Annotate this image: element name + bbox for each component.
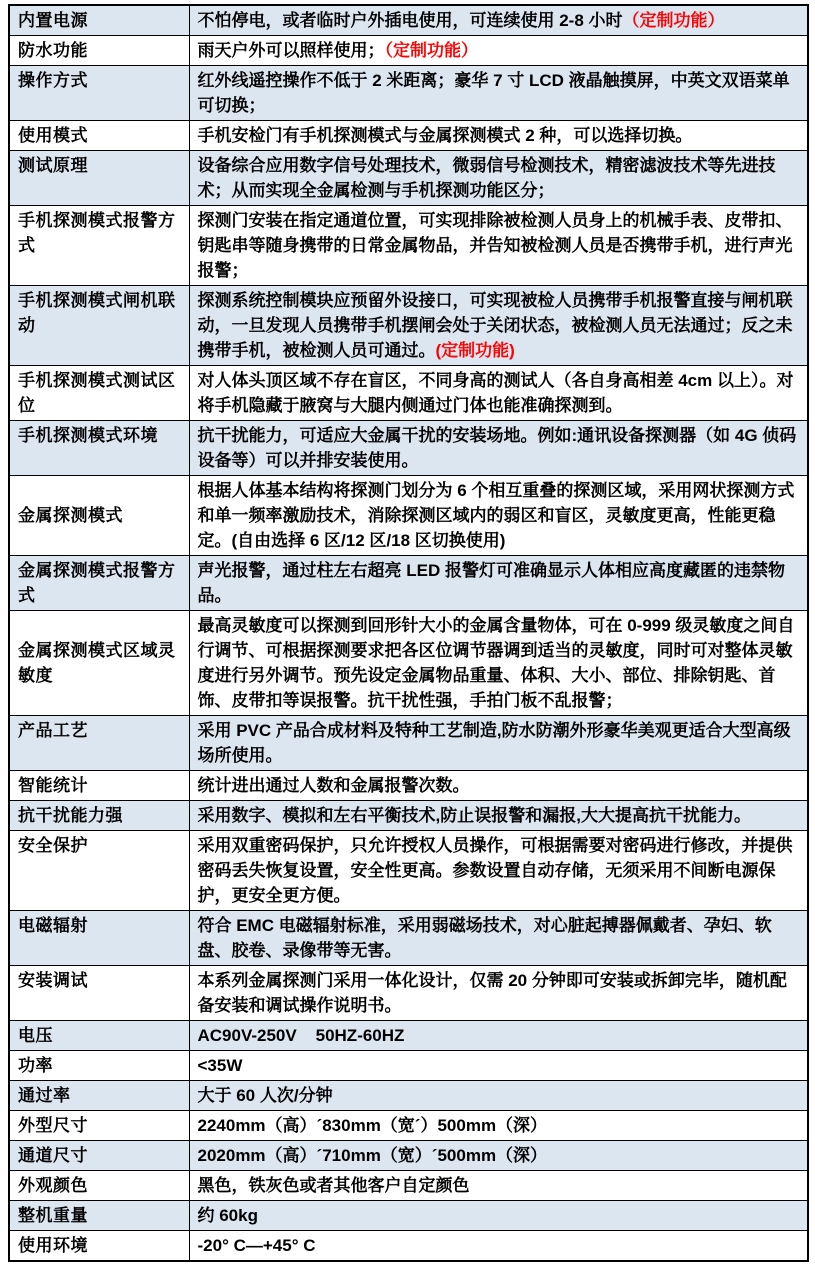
spec-value xyxy=(189,5,808,36)
spec-table-body xyxy=(9,5,808,1261)
spec-value-text: 设备综合应用数字信号处理技术，微弱信号检测技术，精密滤波技术等先进技术；从而实现全金属检测与手机探测功能区分； xyxy=(197,156,776,200)
table-row xyxy=(9,1051,808,1081)
custom-feature-note: (定制功能) xyxy=(435,341,515,360)
custom-feature-note: （定制功能） xyxy=(384,41,478,60)
spec-label: 手机探测模式测试区位 xyxy=(9,366,189,421)
spec-table xyxy=(8,4,809,1262)
table-row xyxy=(9,1111,808,1141)
spec-value xyxy=(189,1141,808,1171)
table-row xyxy=(9,1021,808,1051)
spec-label: 产品工艺 xyxy=(9,716,189,771)
spec-value xyxy=(189,1231,808,1262)
spec-value-text: 采用 PVC 产品合成材料及特种工艺制造,防水防潮外形豪华美观更适合大型高级场所使用。 xyxy=(197,721,791,765)
spec-value xyxy=(189,771,808,801)
table-row xyxy=(9,556,808,611)
spec-label: 使用模式 xyxy=(9,121,189,151)
table-row xyxy=(9,966,808,1021)
table-row xyxy=(9,121,808,151)
spec-value-text: 采用数字、模拟和左右平衡技术,防止误报警和漏报,大大提高抗干扰能力。 xyxy=(197,806,751,825)
spec-value xyxy=(189,556,808,611)
spec-value-text: 对人体头顶区域不存在盲区，不同身高的测试人（各自身高相差 4cm 以上）。对将手机隐藏于腋窝与大腿内侧通过门体也能准确探测到。 xyxy=(197,371,794,415)
custom-feature-note: （定制功能） xyxy=(622,11,725,30)
spec-value-text: 最高灵敏度可以探测到回形针大小的金属含量物体，可在 0-999 级灵敏度之间自行调节、可根据探测要求把各区位调节器调到适当的灵敏度，同时可对整体灵敏度进行另外调节。预先设定金属物品重量、体积、大小、部位、排除钥匙、首饰、皮带扣等误报警。抗干扰性强，手拍门板不乱报警； xyxy=(197,616,795,710)
spec-value xyxy=(189,286,808,366)
spec-value-text: 符合 EMC 电磁辐射标准，采用弱磁场技术，对心脏起搏器佩戴者、孕妇、软盘、胶卷、录像带等无害。 xyxy=(197,916,772,960)
table-row xyxy=(9,421,808,476)
table-row xyxy=(9,801,808,831)
spec-label: 安全保护 xyxy=(9,831,189,911)
spec-label: 金属探测模式 xyxy=(9,476,189,556)
spec-value xyxy=(189,801,808,831)
spec-value-text: 雨天户外可以照样使用； xyxy=(197,41,385,60)
table-row xyxy=(9,1141,808,1171)
spec-value-text: 红外线遥控操作不低于 2 米距离；豪华 7 寸 LCD 液晶触摸屏，中英文双语菜单可切换； xyxy=(197,71,790,115)
spec-value xyxy=(189,66,808,121)
spec-value xyxy=(189,421,808,476)
spec-label: 金属探测模式区域灵敏度 xyxy=(9,611,189,716)
spec-value xyxy=(189,366,808,421)
spec-label: 安装调试 xyxy=(9,966,189,1021)
table-row xyxy=(9,206,808,286)
table-row xyxy=(9,1081,808,1111)
spec-value-text: 手机安检门有手机探测模式与金属探测模式 2 种，可以选择切换。 xyxy=(197,126,693,145)
spec-label: 整机重量 xyxy=(9,1201,189,1231)
spec-value xyxy=(189,1021,808,1051)
table-row xyxy=(9,5,808,36)
table-row xyxy=(9,36,808,66)
spec-value-text: 根据人体基本结构将探测门划分为 6 个相互重叠的探测区域，采用网状探测方式和单一频率激励技术，消除探测区域内的弱区和盲区，灵敏度更高，性能更稳定。(自由选择 6 区/12 区/18 区切换使用) xyxy=(197,481,795,550)
spec-value xyxy=(189,611,808,716)
spec-label: 测试原理 xyxy=(9,151,189,206)
spec-value xyxy=(189,476,808,556)
spec-value-text: 2240mm（高）´830mm（宽´）500mm（深） xyxy=(197,1116,548,1135)
spec-label: 通过率 xyxy=(9,1081,189,1111)
spec-value-text: 大于 60 人次/分钟 xyxy=(197,1086,333,1105)
spec-value-text: 声光报警，通过柱左右超亮 LED 报警灯可准确显示人体相应高度藏匿的违禁物品。 xyxy=(197,561,785,605)
spec-value xyxy=(189,121,808,151)
spec-value xyxy=(189,206,808,286)
table-row xyxy=(9,286,808,366)
spec-label: 使用环境 xyxy=(9,1231,189,1262)
spec-label: 抗干扰能力强 xyxy=(9,801,189,831)
spec-label: 操作方式 xyxy=(9,66,189,121)
table-row xyxy=(9,366,808,421)
table-row xyxy=(9,611,808,716)
spec-value-text: 探测门安装在指定通道位置，可实现排除被检测人员身上的机械手表、皮带扣、钥匙串等随身携带的日常金属物品，并告知被检测人员是否携带手机，进行声光报警； xyxy=(197,211,793,280)
spec-value xyxy=(189,716,808,771)
spec-value xyxy=(189,966,808,1021)
table-row xyxy=(9,716,808,771)
spec-value xyxy=(189,1081,808,1111)
table-row xyxy=(9,911,808,966)
spec-value-text: 约 60kg xyxy=(197,1206,258,1225)
spec-value-text: 黑色，铁灰色或者其他客户自定颜色 xyxy=(197,1176,470,1195)
spec-label: 手机探测模式闸机联动 xyxy=(9,286,189,366)
spec-value xyxy=(189,911,808,966)
spec-value xyxy=(189,1171,808,1201)
spec-value xyxy=(189,151,808,206)
spec-label: 通道尺寸 xyxy=(9,1141,189,1171)
spec-value xyxy=(189,1201,808,1231)
spec-value-text: 采用双重密码保护，只允许授权人员操作，可根据需要对密码进行修改，并提供密码丢失恢复设置，安全性更高。参数设置自动存储，无须采用不间断电源保护，更安全更方便。 xyxy=(197,836,793,905)
spec-value xyxy=(189,1111,808,1141)
spec-value xyxy=(189,831,808,911)
table-row xyxy=(9,151,808,206)
table-row xyxy=(9,1171,808,1201)
spec-value-text: -20° C—+45° C xyxy=(197,1236,316,1255)
table-row xyxy=(9,476,808,556)
table-row xyxy=(9,771,808,801)
spec-value-text: 抗干扰能力，可适应大金属干扰的安装场地。例如:通讯设备探测器（如 4G 侦码设备等）可以并排安装使用。 xyxy=(197,426,797,470)
spec-label: 手机探测模式报警方式 xyxy=(9,206,189,286)
spec-label: 电磁辐射 xyxy=(9,911,189,966)
spec-value xyxy=(189,36,808,66)
spec-label: 金属探测模式报警方式 xyxy=(9,556,189,611)
spec-label: 手机探测模式环境 xyxy=(9,421,189,476)
spec-label: 功率 xyxy=(9,1051,189,1081)
spec-label: 防水功能 xyxy=(9,36,189,66)
table-row xyxy=(9,1231,808,1262)
spec-value-text: 统计进出通过人数和金属报警次数。 xyxy=(197,776,470,795)
spec-label: 智能统计 xyxy=(9,771,189,801)
spec-label: 电压 xyxy=(9,1021,189,1051)
table-row xyxy=(9,66,808,121)
spec-value-text: AC90V-250V 50HZ-60HZ xyxy=(197,1026,405,1045)
table-row xyxy=(9,1201,808,1231)
spec-label: 外观颜色 xyxy=(9,1171,189,1201)
spec-label: 内置电源 xyxy=(9,5,189,36)
spec-value-text: <35W xyxy=(197,1056,243,1075)
spec-value-text: 2020mm（高）´710mm（宽）´500mm（深） xyxy=(197,1146,548,1165)
spec-value xyxy=(189,1051,808,1081)
spec-label: 外型尺寸 xyxy=(9,1111,189,1141)
spec-value-text: 本系列金属探测门采用一体化设计，仅需 20 分钟即可安装或拆卸完毕，随机配备安装和调试操作说明书。 xyxy=(197,971,787,1015)
spec-value-text: 探测系统控制模块应预留外设接口，可实现被检人员携带手机报警直接与闸机联动，一旦发现人员携带手机摆闸会处于关闭状态，被检测人员无法通过；反之未携带手机，被检测人员可通过。 xyxy=(197,291,793,360)
table-row xyxy=(9,831,808,911)
spec-value-text: 不怕停电，或者临时户外插电使用，可连续使用 2-8 小时 xyxy=(197,11,623,30)
